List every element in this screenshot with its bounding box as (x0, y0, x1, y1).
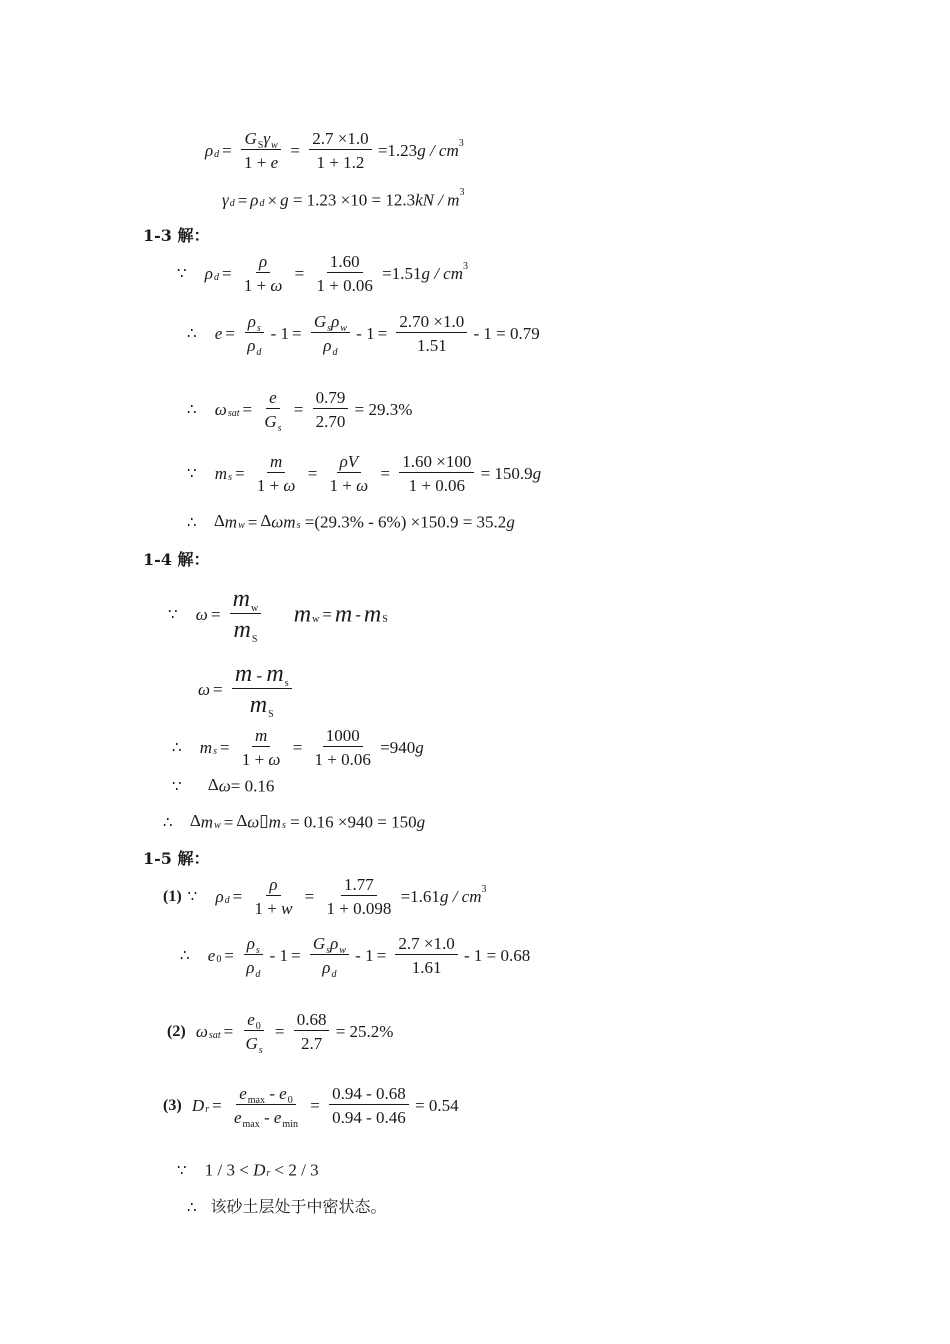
eq-1-3-rho-d: ∵ $\rho_d$ = $\frac{\rho}{1 + \omega}$ = $\frac{1.60}{1 + 0.06}$ $=1.51g / cm^3$ (177, 252, 468, 295)
eq-rho-d-1: $\rho_d$ = $\frac{G_S\gamma_w}{1 + e}$ = $\frac{2.7 \times 1.0}{1 + 1.2}$ $=1.23g / cm^3$ (205, 129, 464, 172)
eq-1-3-ms: ∵ $m_s$ = $\frac{m}{1 + \omega}$ = $\frac{\rho V}{1 + \omega}$ = $\frac{1.60 \times 100}{1 + 0.06}$ = 150.9g (187, 452, 542, 495)
eq-1-3-omega-sat: ∴ $\omega_{sat}$ = $\frac{e}{G_s}$ = $\frac{0.79}{2.70}$ = 29.3% (187, 388, 413, 434)
eq-1-4-omega: ∵ ω = $\frac{m_w}{m_S}$ $m_w = m - m_S$ (168, 586, 388, 645)
conclusion: ∴ 该砂土层处于中密状态。 (187, 1197, 387, 1217)
eq-1-4-omega-2: ω = $\frac{m - m_s}{m_S}$ (198, 662, 294, 717)
eq-1-5-dr: (3) $D_r$ = $\frac{e_{max} - e_0}{e_{max} - e_{min}}$ = $\frac{0.94 - 0.68}{0.94 - 0.46}$ = 0.54 (163, 1084, 459, 1130)
eq-1-4-ms: ∴ $m_s$ = $\frac{m}{1 + \omega}$ = $\frac{1000}{1 + 0.06}$ =940g (172, 726, 424, 769)
eq-1-5-rho-d: (1) ∵ $\rho_d$ = $\frac{\rho}{1 + w}$ = $\frac{1.77}{1 + 0.098}$ $=1.61g / cm^3$ (163, 875, 487, 918)
eq-gamma-d: $\gamma_d = \rho_d \times g = 1.23 \times 10 = 12.3kN / m^3$ (222, 187, 465, 210)
eq-1-5-e0: ∴ $e_0$ = $\frac{\rho_s}{\rho_d}$ - 1 = $\frac{G_s\rho_w}{\rho_d}$ - 1 = $\frac{2.7 \times 1.0}{1.61}$ - 1 = 0.68 (180, 934, 531, 980)
eq-1-4-dmw: ∴ $\Delta m_w$ = $\Delta\omega▯m_s = 0.16 \times 940 = 150g$ (163, 811, 426, 832)
eq-1-4-dw: ∵ Δω= 0.16 (172, 775, 275, 796)
eq-1-3-e: ∴ e = $\frac{\rho_s}{\rho_d}$ - 1 = $\frac{G_s\rho_w}{\rho_d}$ - 1 = $\frac{2.70 \times 1.0}{1.51}$ - 1 = 0.79 (187, 312, 540, 358)
eq-1-5-omega-sat: (2) $\omega_{sat}$ = $\frac{e_0}{G_s}$ = $\frac{0.68}{2.7}$ = 25.2% (167, 1010, 394, 1056)
eq-1-3-dmw: ∴ $\Delta m_w = \Delta\omega m_s =(29.3\% - 6\%) \times 150.9 = 35.2g$ (187, 511, 515, 532)
heading-1-4: 1-4 解： (143, 550, 210, 569)
heading-1-5: 1-5 解： (143, 849, 210, 868)
heading-1-3: 1-3 解： (143, 226, 210, 245)
eq-1-5-inequality: ∵ $1 / 3 < D_r < 2 / 3$ (177, 1160, 319, 1180)
